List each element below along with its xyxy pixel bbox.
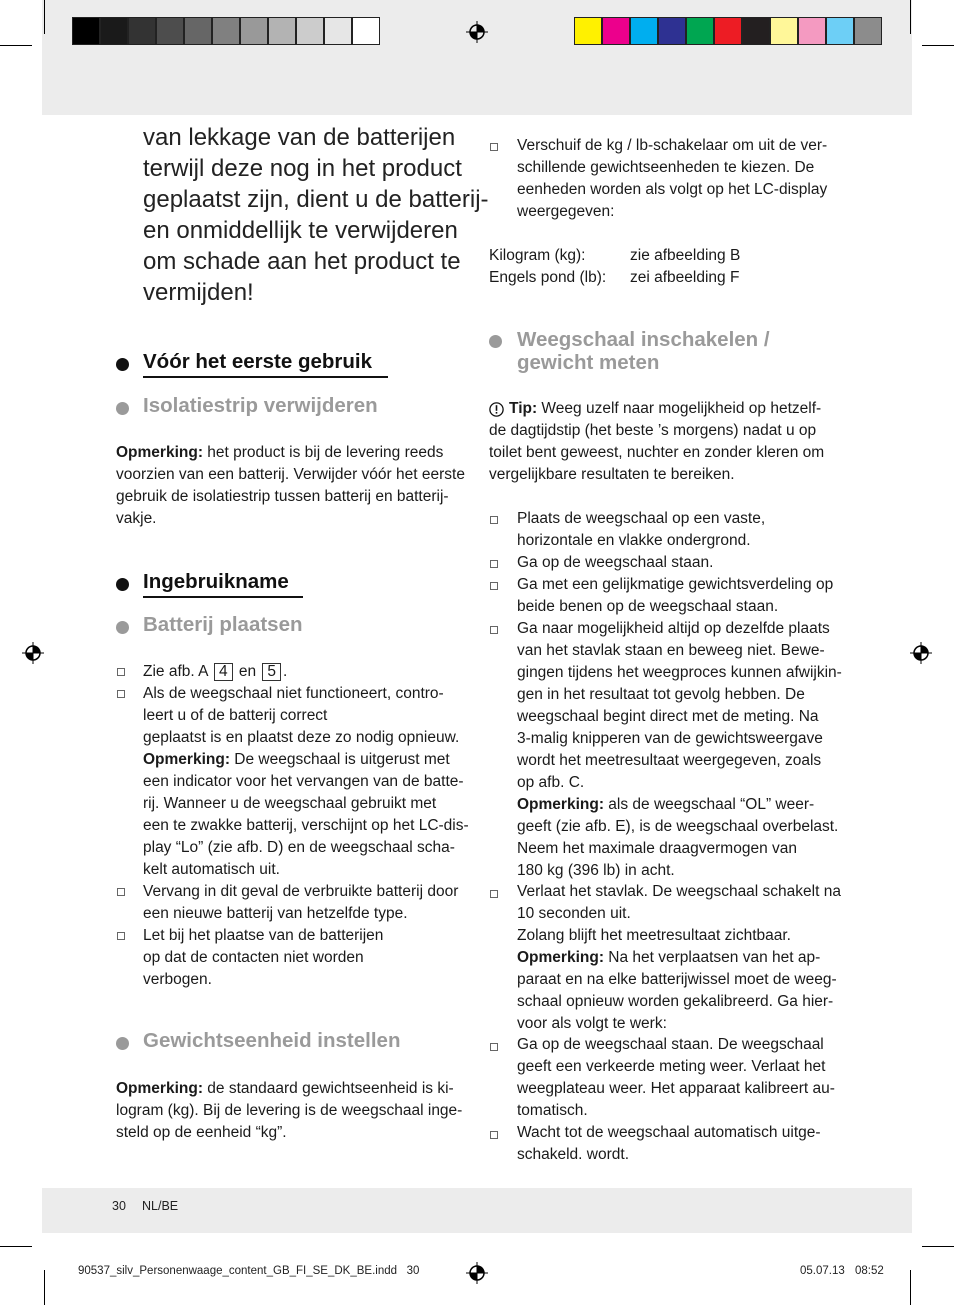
crop-mark xyxy=(922,45,954,46)
step-text: leert u of de batterij correct xyxy=(143,707,328,724)
tip-line: toilet bent geweest, nuchter en zonder kleren om xyxy=(489,444,825,461)
step-text: schillende gewichtseenheden te kiezen. De xyxy=(517,159,815,176)
figure-ref-box: 5 xyxy=(262,663,281,681)
battery-step-1 xyxy=(143,661,287,683)
color-swatch xyxy=(798,17,826,45)
square-bullet-icon xyxy=(490,1131,498,1139)
note-text: een te zwakke batterij, verschijnt op het LC-dis- xyxy=(143,817,469,834)
step-text: geeft een verkeerde meting weer. Verlaat het xyxy=(517,1058,826,1075)
registration-mark-icon xyxy=(910,642,932,664)
crop-mark xyxy=(910,1270,911,1305)
square-bullet-icon xyxy=(490,143,498,151)
note-label: Opmerking: xyxy=(143,751,230,768)
heading-line: Weegschaal inschakelen / xyxy=(517,328,770,351)
step-text: Ga naar mogelijkheid altijd op dezelfde plaats xyxy=(517,620,830,637)
heading-battery: Batterij plaatsen xyxy=(143,613,303,636)
tip-line: de dagtijdstip (het beste ’s morgens) nadat u op xyxy=(489,422,817,439)
note-text: geeft (zie afb. E), is de weegschaal overbelast. xyxy=(517,818,839,835)
step-text: Verlaat het stavlak. De weegschaal schakelt na xyxy=(517,883,841,900)
circle-bullet-icon xyxy=(489,335,502,348)
step-text: eenheden worden als volgt op het LC-display xyxy=(517,181,828,198)
note-text: logram (kg). Bij de levering is de weegschaal inge- xyxy=(116,1102,463,1119)
color-swatch xyxy=(128,17,156,45)
intro-line: van lekkage van de batterijen xyxy=(143,124,456,151)
color-swatch xyxy=(184,17,212,45)
note-label: Opmerking: xyxy=(517,796,604,813)
note-label: Opmerking: xyxy=(116,1080,203,1097)
battery-step-2 xyxy=(143,683,469,881)
color-swatch xyxy=(686,17,714,45)
intro-line: om schade aan het product te xyxy=(143,248,461,275)
square-bullet-icon xyxy=(490,516,498,524)
crop-mark xyxy=(44,0,45,34)
circle-bullet-icon xyxy=(116,1037,129,1050)
file-slug: 90537_silv_Personenwaage_content_GB_FI_SE_DK_BE.indd 30 xyxy=(78,1265,420,1277)
registration-mark-icon xyxy=(22,642,44,664)
note-text: Neem het maximale draagvermogen van xyxy=(517,840,797,857)
note-text: voorzien van een batterij. Verwijder vóór het eerste xyxy=(116,466,465,483)
crop-mark xyxy=(922,1246,954,1247)
square-bullet-icon xyxy=(117,888,125,896)
note-text: Na het verplaatsen van het ap- xyxy=(603,949,821,966)
battery-step-4 xyxy=(143,925,383,991)
step-text: op afb. C. xyxy=(517,774,585,791)
step-text: Wacht tot de weegschaal automatisch uitge- xyxy=(517,1124,821,1141)
color-swatch xyxy=(156,17,184,45)
tip-line: Weeg uzelf naar mogelijkheid op hetzelf- xyxy=(537,400,822,417)
locale-label: NL/BE xyxy=(142,1199,179,1213)
heading-isolation: Isolatiestrip verwijderen xyxy=(143,394,378,417)
note-label: Opmerking: xyxy=(517,949,604,966)
heading-weigh xyxy=(517,328,770,374)
unit-lb-value: zei afbeelding F xyxy=(630,269,740,286)
color-swatch xyxy=(854,17,882,45)
note-text: paraat en na elke batterijwissel moet de weeg- xyxy=(517,971,837,988)
note-text: gebruik de isolatiestrip tussen batterij en batterij- xyxy=(116,488,449,505)
square-bullet-icon xyxy=(490,560,498,568)
note-text: De weegschaal is uitgerust met xyxy=(229,751,450,768)
slug-date: 05.07.13 xyxy=(800,1265,845,1277)
color-swatch xyxy=(630,17,658,45)
tip-text xyxy=(489,398,824,486)
square-bullet-icon xyxy=(490,890,498,898)
intro-line: terwijl deze nog in het product xyxy=(143,155,462,182)
intro-line: vermijden! xyxy=(143,279,254,306)
step-text: weegplateau weer. Het apparaat kalibreert au- xyxy=(517,1080,835,1097)
registration-mark-icon xyxy=(466,21,488,43)
heading-line: gewicht meten xyxy=(517,351,660,374)
square-bullet-icon xyxy=(490,1043,498,1051)
step-text: Als de weegschaal niet functioneert, contro- xyxy=(143,685,444,702)
note-text: schaal opnieuw worden gekalibreerd. Ga hier- xyxy=(517,993,834,1010)
square-bullet-icon xyxy=(490,582,498,590)
heading-underline xyxy=(143,596,303,598)
step-text: weegschaal begint direct met de meting. Na xyxy=(517,708,819,725)
note-label: Opmerking: xyxy=(116,444,203,461)
color-swatch xyxy=(100,17,128,45)
registration-mark-icon xyxy=(466,1262,488,1284)
step-text: beide benen op de weegschaal staan. xyxy=(517,598,779,615)
crop-mark xyxy=(910,0,911,34)
switch-step xyxy=(517,135,827,223)
circle-bullet-icon xyxy=(116,621,129,634)
step-text: horizontale en vlakke ondergrond. xyxy=(517,532,751,549)
weigh-step-3 xyxy=(517,574,833,618)
process-color-bar xyxy=(574,17,882,45)
intro-warning-text xyxy=(143,122,489,308)
color-swatch xyxy=(352,17,380,45)
color-swatch xyxy=(658,17,686,45)
circle-bullet-icon xyxy=(116,578,129,591)
square-bullet-icon xyxy=(117,668,125,676)
unit-kg-name: Kilogram (kg): xyxy=(489,247,586,264)
note-text: een indicator voor het vervangen van de batte- xyxy=(143,773,464,790)
step-text: 3-malig knipperen van de gewichtsweergave xyxy=(517,730,823,747)
step-text: wordt het meetresultaat weergegeven, zoals xyxy=(517,752,822,769)
page-number: 30 xyxy=(112,1199,126,1213)
weigh-step-6 xyxy=(517,1034,835,1122)
step-text: van het stavlak staan en beweeg niet. Bewe- xyxy=(517,642,825,659)
intro-line: en onmiddellijk te verwijderen xyxy=(143,217,458,244)
note-text: rij. Wanneer u de weegschaal gebruikt met xyxy=(143,795,437,812)
note-text: play “Lo” (zie afb. D) en de weegschaal scha- xyxy=(143,839,455,856)
step-text: 10 seconden uit. xyxy=(517,905,631,922)
step-text: gingen tijdens het weegproces kunnen afwijkin- xyxy=(517,664,842,681)
color-swatch xyxy=(574,17,602,45)
weigh-step-5 xyxy=(517,881,841,1035)
crop-mark xyxy=(44,1270,45,1305)
step-text: weergegeven: xyxy=(517,203,615,220)
unit-kg-value: zie afbeelding B xyxy=(630,247,741,264)
heading-start: Ingebruikname xyxy=(143,570,289,593)
note-text: kelt automatisch uit. xyxy=(143,861,280,878)
unit-note xyxy=(116,1078,462,1144)
color-swatch xyxy=(240,17,268,45)
step-text: verbogen. xyxy=(143,971,212,988)
color-swatch xyxy=(714,17,742,45)
color-swatch xyxy=(212,17,240,45)
heading-unit: Gewichtseenheid instellen xyxy=(143,1029,401,1052)
step-text: Ga op de weegschaal staan. xyxy=(517,554,714,571)
step-text: een nieuwe batterij van hetzelfde type. xyxy=(143,905,408,922)
weigh-step-2 xyxy=(517,552,713,574)
step-text: op dat de contacten niet worden xyxy=(143,949,364,966)
weigh-step-4 xyxy=(517,618,842,882)
circle-bullet-icon xyxy=(116,358,129,371)
step-text: tomatisch. xyxy=(517,1102,588,1119)
step-text: Vervang in dit geval de verbruikte batterij door xyxy=(143,883,459,900)
color-swatch xyxy=(72,17,100,45)
weigh-step-1 xyxy=(517,508,765,552)
crop-mark xyxy=(0,1246,32,1247)
weigh-step-7 xyxy=(517,1122,821,1166)
square-bullet-icon xyxy=(490,626,498,634)
tip-line: vergelijkbare resultaten te bereiken. xyxy=(489,466,735,483)
battery-step-3 xyxy=(143,881,458,925)
note-text: als de weegschaal “OL” weer- xyxy=(603,796,815,813)
unit-lb-name: Engels pond (lb): xyxy=(489,269,607,286)
step-text: Zolang blijft het meetresultaat zichtbaar. xyxy=(517,927,791,944)
grayscale-color-bar xyxy=(72,17,380,45)
crop-mark xyxy=(0,45,32,46)
circle-bullet-icon xyxy=(116,402,129,415)
square-bullet-icon xyxy=(117,932,125,940)
note-text: het product is bij de levering reeds xyxy=(202,444,444,461)
note-text: steld op de eenheid “kg”. xyxy=(116,1124,287,1141)
square-bullet-icon xyxy=(117,690,125,698)
step-text: gen in het resultaat tot gevolg hebben. De xyxy=(517,686,805,703)
isolation-note xyxy=(116,442,476,530)
step-text: geplaatst is en plaatst deze zo nodig opnieuw. xyxy=(143,729,460,746)
step-text: Let bij het plaatse van de batterijen xyxy=(143,927,384,944)
step-text: . xyxy=(283,663,288,680)
step-text: Ga met een gelijkmatige gewichtsverdeling op xyxy=(517,576,834,593)
color-swatch xyxy=(324,17,352,45)
slug-time: 08:52 xyxy=(855,1265,884,1277)
step-text: Zie afb. A xyxy=(143,663,212,680)
note-text: vakje. xyxy=(116,510,157,527)
step-text: Plaats de weegschaal op een vaste, xyxy=(517,510,766,527)
color-swatch xyxy=(296,17,324,45)
step-text: schakeld. wordt. xyxy=(517,1146,629,1163)
color-swatch xyxy=(268,17,296,45)
note-text: voor als volgt te werk: xyxy=(517,1015,667,1032)
color-swatch xyxy=(602,17,630,45)
intro-line: geplaatst zijn, dient u de batterij- xyxy=(143,186,489,213)
step-text: en xyxy=(234,663,261,680)
note-text: de standaard gewichtseenheid is ki- xyxy=(202,1080,454,1097)
color-swatch xyxy=(826,17,854,45)
color-swatch xyxy=(770,17,798,45)
figure-ref-box: 4 xyxy=(214,663,233,681)
step-text: Verschuif de kg / lb-schakelaar om uit de ver- xyxy=(517,137,828,154)
step-text: Ga op de weegschaal staan. De weegschaal xyxy=(517,1036,824,1053)
note-text: 180 kg (396 lb) in acht. xyxy=(517,862,675,879)
tip-label: Tip: xyxy=(509,400,538,417)
heading-first-use: Vóór het eerste gebruik xyxy=(143,350,372,373)
color-swatch xyxy=(742,17,770,45)
heading-underline xyxy=(143,376,388,378)
